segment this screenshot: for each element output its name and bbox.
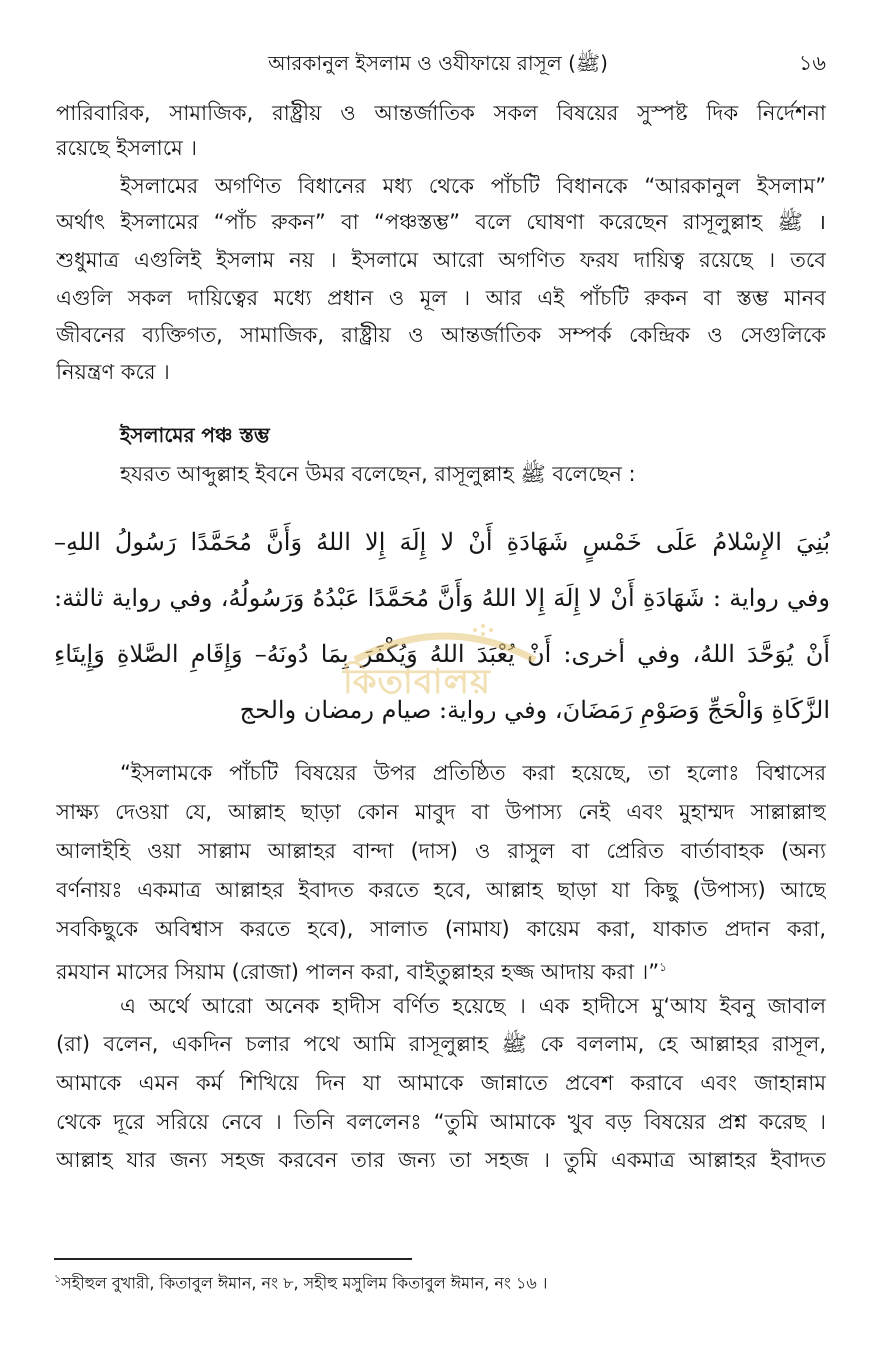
paragraph-line: (রা) বলেন, একদিন চলার পথে আমি রাসূলুল্লাহ ﷺ কে বললাম, হে আল্লাহর রাসূল,: [56, 1032, 826, 1056]
footnote-reference[interactable]: ১: [659, 960, 667, 974]
translation-line: সাক্ষ্য দেওয়া যে, আল্লাহ ছাড়া কোন মাবুদ বা উপাস্য নেই এবং মুহাম্মদ সাল্লাল্লাহু: [56, 800, 826, 824]
translation-line: সবকিছুকে অবিশ্বাস করতে হবে), সালাত (নামায) কায়েম করা, যাকাত প্রদান করা,: [56, 917, 826, 941]
arabic-hadith-line: وفي رواية : شَهَادَةِ أَنْ لا إِلَهَ إِلا اللهُ وَأَنَّ مُحَمَّدًا عَبْدُهُ وَرَسُولُهُ، وفي رواية ثالثة:: [54, 584, 830, 612]
paragraph-line: অর্থাৎ ইসলামের “পাঁচ রুকন” বা “পঞ্চস্তম্ভ” বলে ঘোষণা করেছেন রাসূলুল্লাহ ﷺ ।: [56, 210, 826, 234]
paragraph-line: জীবনের ব্যক্তিগত, সামাজিক, রাষ্ট্রীয় ও আন্তর্জাতিক সম্পর্ক কেন্দ্রিক ও সেগুলিকে: [56, 323, 826, 347]
paragraph-line: আমাকে এমন কর্ম শিখিয়ে দিন যা আমাকে জান্নাতে প্রবেশ করাবে এবং জাহান্নাম: [56, 1071, 826, 1095]
footnote-divider: [54, 1258, 412, 1260]
paragraph-line: এগুলি সকল দায়িত্বের মধ্যে প্রধান ও মূল । আর এই পাঁচটি রুকন বা স্তম্ভ মানব: [56, 286, 826, 310]
translation-line: আলাইহি ওয়া সাল্লাম আল্লাহর বান্দা (দাস) ও রাসুল বা প্রেরিত বার্তাবাহক (অন্য: [56, 839, 826, 863]
running-header-title: আরকানুল ইসলাম ও ওযীফায়ে রাসূল (ﷺ): [268, 51, 608, 75]
page-number: ১৬: [798, 51, 826, 75]
arabic-hadith-line: بُنِيَ الإِسْلامُ عَلَى خَمْسٍ شَهَادَةِ أَنْ لا إِلَهَ إِلا اللهُ وَأَنَّ مُحَمَّدًا رَسُولُ اللهِ–: [54, 528, 830, 556]
paragraph-line: এ অর্থে আরো অনেক হাদীস বর্ণিত হয়েছে । এক হাদীসে মু‘আয ইবনু জাবাল: [120, 994, 826, 1018]
translation-line: [56, 952, 826, 987]
hadith-intro: হযরত আব্দুল্লাহ ইবনে উমর বলেছেন, রাসূলুল্লাহ ﷺ বলেছেন :: [120, 462, 636, 486]
paragraph-line: ইসলামের অগণিত বিধানের মধ্য থেকে পাঁচটি বিধানকে “আরকানুল ইসলাম”: [120, 174, 826, 198]
arabic-hadith-line: أَنْ يُوَحَّدَ اللهُ، وفي أخرى: أَنْ يُعْبَدَ اللهُ وَيُكْفَرَ بِمَا دُونَهُ– وَإِقَامِ الصَّلاةِ وَإِيتَاءِ: [54, 640, 830, 668]
paragraph-line: নিয়ন্ত্রণ করে ।: [56, 360, 170, 384]
paragraph-line: শুধুমাত্র এগুলিই ইসলাম নয় । ইসলামে আরো অগণিত ফরয দায়িত্ব রয়েছে । তবে: [56, 248, 826, 272]
arabic-hadith-line: الزَّكَاةِ وَالْحَجِّ وَصَوْمِ رَمَضَانَ، وفي رواية: صيام رمضان والحج: [239, 696, 830, 724]
paragraph-line: পারিবারিক, সামাজিক, রাষ্ট্রীয় ও আন্তর্জাতিক সকল বিষয়ের সুস্পষ্ট দিক নির্দেশনা: [56, 101, 826, 125]
paragraph-line: থেকে দূরে সরিয়ে নেবে । তিনি বললেনঃ “তুমি আমাকে খুব বড় বিষয়ের প্রশ্ন করেছ ।: [56, 1110, 826, 1134]
watermark-text: কিতাবালয়: [343, 662, 492, 702]
footnote-marker: ১: [54, 1272, 62, 1285]
section-heading: ইসলামের পঞ্চ স্তম্ভ: [120, 423, 270, 447]
translation-last-text: রমযান মাসের সিয়াম (রোজা) পালন করা, বাইতুল্লাহর হজ্জ আদায় করা ।”: [56, 960, 660, 984]
footnote: [54, 1266, 754, 1296]
paragraph-line: রয়েছে ইসলামে ।: [56, 136, 198, 160]
paragraph-line: আল্লাহ যার জন্য সহজ করবেন তার জন্য তা সহজ । তুমি একমাত্র আল্লাহর ইবাদত: [56, 1148, 826, 1172]
translation-line: বর্ণনায়ঃ একমাত্র আল্লাহর ইবাদত করতে হবে, আল্লাহ ছাড়া যা কিছু (উপাস্য) আছে: [56, 878, 826, 902]
translation-line: “ইসলামকে পাঁচটি বিষয়ের উপর প্রতিষ্ঠিত করা হয়েছে, তা হলোঃ বিশ্বাসের: [120, 761, 826, 785]
footnote-text: সহীহুল বুখারী, কিতাবুল ঈমান, নং ৮, সহীহু মসুলিম কিতাবুল ঈমান, নং ১৬ ।: [61, 1273, 548, 1293]
